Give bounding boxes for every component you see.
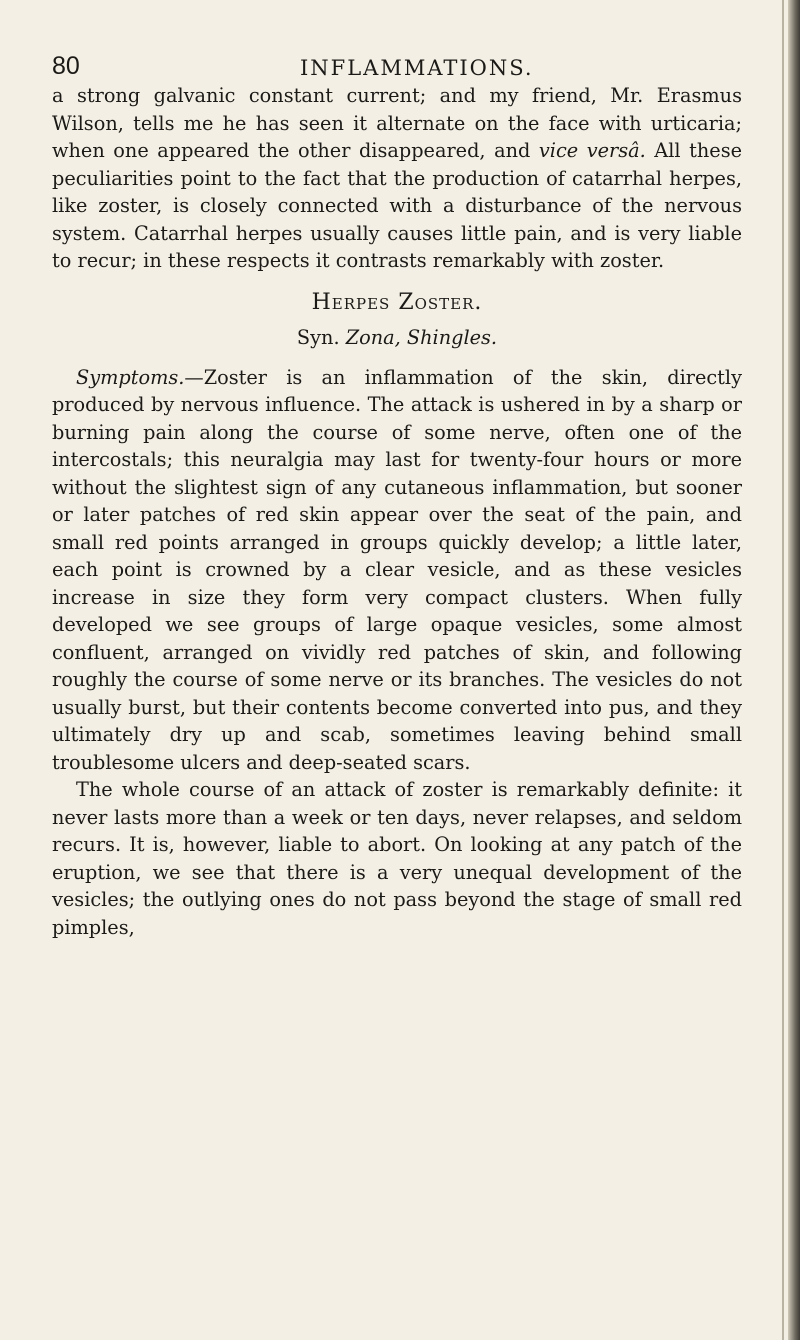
synonym-label: Syn. [296, 326, 340, 349]
section-heading: Herpes Zoster. [311, 289, 483, 315]
paragraph-text: —Zoster is an inflammation of the skin, directly produced by nervous influence. The attack is ushered in by a sharp or burning pain along the course of some nerve, often one of the intercostals; this neuralgia may last for twenty-four hours or more without the slightest sign of any cutaneous inflammation, but sooner or later patches of red skin appear over the seat of the pain, and small red points arranged in groups quickly develop; a little later, each point is crowned by a clear vesicle, and as these vesicles increase in size they form very compact clusters. When fully developed we see groups of large opaque vesicles, some almost confluent, arranged on vividly red patches of skin, and following roughly the course of some nerve or its branches. The vesicles do not usually burst, but their contents become converted into pus, and they ultimately dry up and scab, sometimes leaving behind small troublesome ulcers and deep-seated scars. [52, 365, 742, 774]
paragraph-text: a strong galvanic constant current; and my friend, Mr. Erasmus Wilson, tells me he has seen it alternate on the face with urticaria; when one appeared the other disappeared, and [52, 84, 742, 162]
synonym-names: Zona, Shingles. [345, 326, 498, 349]
symptoms-lead: Symptoms. [76, 365, 185, 389]
paragraph-symptoms [52, 364, 742, 777]
paragraph-text: All these peculiarities point to the fact that the production of catarrhal herpes, like zoster, is closely connected with a disturbance of the nervous system. Catarrhal herpes usually causes little pain, and is very liable to recur; in these respects it contrasts remarkably with zoster. [52, 139, 742, 272]
running-title: INFLAMMATIONS. [300, 56, 534, 80]
page-edge-shadow [788, 0, 800, 1340]
page-edge-line [782, 0, 784, 1340]
paragraph-catarrhal-herpes [52, 82, 742, 275]
paragraph-course: The whole course of an attack of zoster is remarkably definite: it never lasts more than a week or ten days, never relapses, and seldom recurs. It is, however, liable to abort. On looking at any patch of the eruption, we see that there is a very unequal development of the vesicles; the outlying ones do not pass beyond the stage of small red pimples, [52, 778, 742, 939]
page-number: 80 [52, 52, 80, 80]
synonyms-line [52, 324, 742, 352]
page-body [52, 82, 742, 941]
running-head [52, 52, 742, 82]
italic-phrase: vice versâ. [538, 139, 646, 162]
